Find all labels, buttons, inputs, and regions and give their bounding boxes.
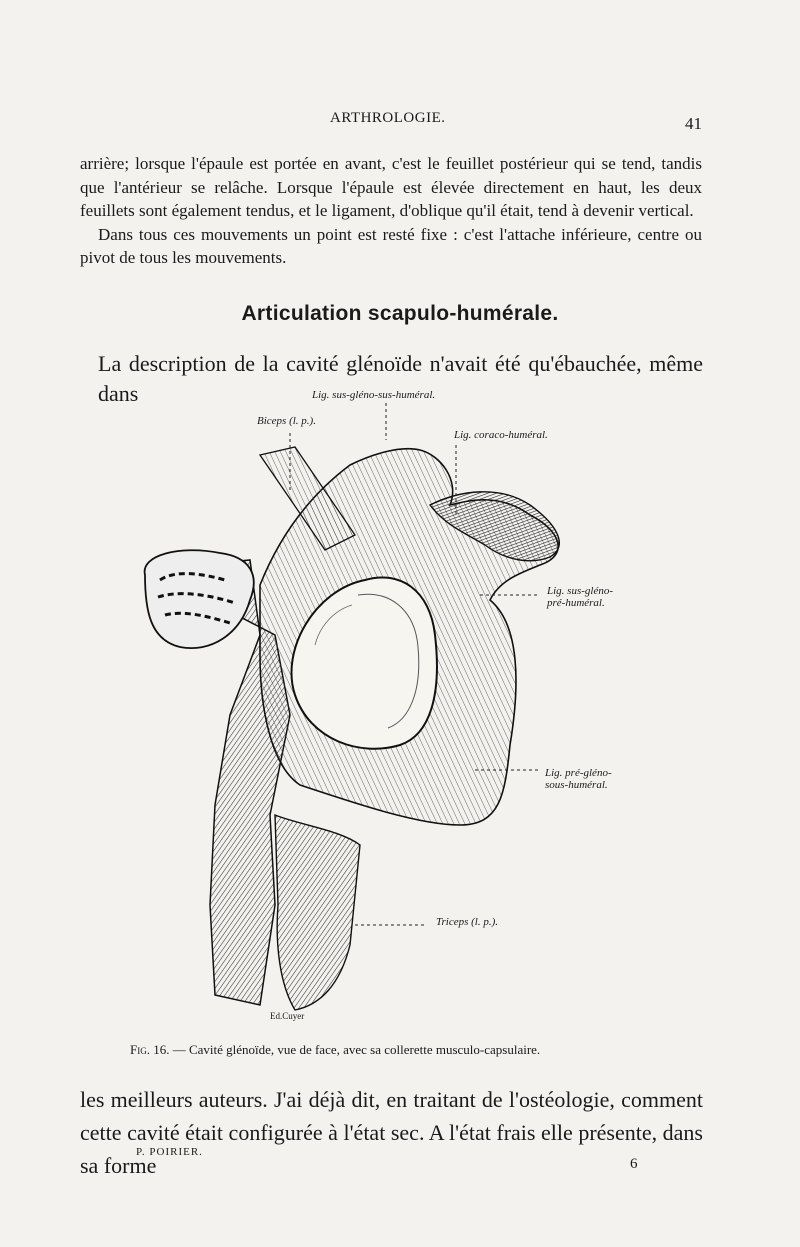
label-pre-gleno-line-2: sous-huméral. bbox=[545, 779, 608, 791]
label-biceps: Biceps (l. p.). bbox=[257, 415, 316, 427]
paragraph-1 bbox=[80, 152, 702, 270]
section-title: Articulation scapulo-humérale. bbox=[241, 302, 559, 325]
figure-illustration bbox=[100, 385, 700, 1045]
footer-signature-mark: 6 bbox=[630, 1156, 638, 1172]
paragraph-1-text: arrière; lorsque l'épaule est portée en avant, c'est le feuillet postérieur qui se tend, tandis que l'antérieur se relâche. Lorsque l'épaule est élevée directement en haut, les deux feuillets sont également tendus, et le ligament, d'oblique qu'il était, tend à devenir vertical. bbox=[80, 154, 702, 220]
figure-caption bbox=[130, 1042, 540, 1058]
label-sus-gleno-pre-line-1: Lig. sus-gléno- bbox=[547, 585, 613, 597]
label-sus-gleno-pre-humeral bbox=[547, 585, 613, 609]
label-coraco-humeral: Lig. coraco-huméral. bbox=[454, 429, 548, 441]
label-pre-gleno-line-1: Lig. pré-gléno- bbox=[545, 767, 612, 779]
caption-text: — Cavité glénoïde, vue de face, avec sa collerette musculo-capsulaire. bbox=[169, 1042, 541, 1057]
footer-author: P. POIRIER. bbox=[136, 1146, 203, 1158]
label-triceps: Triceps (l. p.). bbox=[436, 916, 499, 928]
humerus-head bbox=[145, 550, 254, 648]
large-text-paragraph-2: les meilleurs auteurs. J'ai déjà dit, en traitant de l'ostéologie, comment cette cavité était configurée à l'état sec. A l'état frais elle présente, dans sa forme bbox=[80, 1087, 703, 1178]
running-title: ARTHROLOGIE. bbox=[330, 110, 446, 126]
page-number: 41 bbox=[685, 114, 702, 133]
caption-figure-number: Fig. 16. bbox=[130, 1042, 170, 1057]
engraver-signature: Ed.Cuyer bbox=[270, 1011, 305, 1021]
label-pre-gleno-sous-humeral bbox=[545, 767, 612, 791]
large-text-line-1: La description de la cavité glénoïde n'avait été qu'ébauchée, même dans bbox=[98, 351, 703, 406]
glenoid-engraving bbox=[100, 385, 700, 1045]
paragraph-2-text: Dans tous ces mouvements un point est resté fixe : c'est l'attache inférieure, centre ou pivot de tous les mouvements. bbox=[80, 224, 702, 267]
label-sus-gleno-sus-humeral: Lig. sus-gléno-sus-huméral. bbox=[312, 389, 436, 401]
label-sus-gleno-pre-line-2: pré-huméral. bbox=[547, 597, 605, 609]
triceps-tendon bbox=[275, 815, 360, 1010]
